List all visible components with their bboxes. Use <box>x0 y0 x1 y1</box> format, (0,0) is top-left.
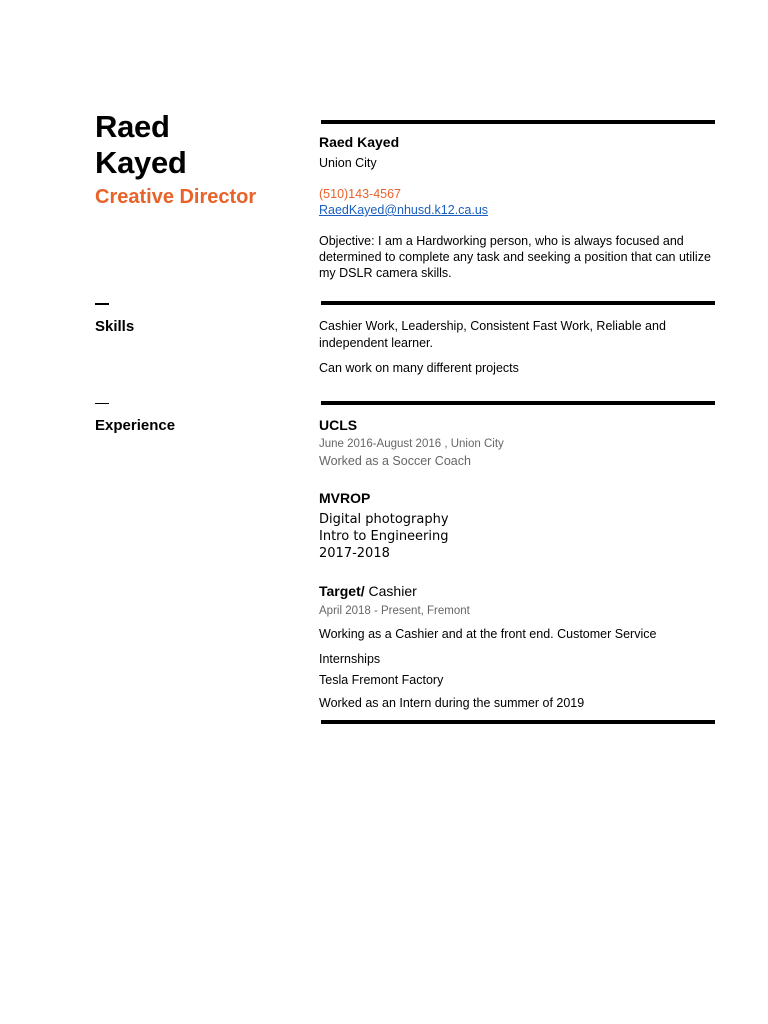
contact-email-link[interactable]: RaedKayed@nhusd.k12.ca.us <box>319 203 489 217</box>
job-org: MVROP <box>319 490 371 506</box>
contact-name: Raed Kayed <box>319 134 400 150</box>
objective-text: Objective: I am a Hardworking person, who is always focused and determined to complete any task and seeking a position that can utilize my DSLR camera skills. <box>319 234 711 280</box>
job-org: Target/ <box>319 583 365 599</box>
job-org-line <box>319 582 417 600</box>
resume-name: Raed Kayed <box>95 109 187 180</box>
experience-dash <box>95 403 109 404</box>
experience-extra: Worked as an Intern during the summer of 2019 <box>319 696 585 710</box>
skills-dash <box>95 303 109 305</box>
job-line: Digital photography <box>319 512 449 527</box>
job-dates: April 2018 - Present, Fremont <box>319 605 470 617</box>
job-line: 2017-2018 <box>319 546 390 561</box>
job-line: Intro to Engineering <box>319 529 449 544</box>
job-role: Cashier <box>364 583 417 599</box>
experience-extra: Internships <box>319 652 381 666</box>
job-desc: Worked as a Soccer Coach <box>319 454 471 468</box>
job-title: Creative Director <box>95 186 257 208</box>
section-rule <box>321 401 715 405</box>
contact-city: Union City <box>319 156 377 170</box>
experience-heading: Experience <box>95 417 176 434</box>
experience-extra: Tesla Fremont Factory <box>319 673 444 687</box>
skills-text-2: Can work on many different projects <box>319 361 519 375</box>
skills-heading: Skills <box>95 318 135 335</box>
section-rule <box>321 301 715 305</box>
contact-phone: (510)143-4567 <box>319 187 402 201</box>
job-org: UCLS <box>319 417 358 433</box>
section-rule <box>321 720 715 724</box>
job-dates: June 2016-August 2016 , Union City <box>319 438 504 450</box>
job-desc: Working as a Cashier and at the front end. Customer Service <box>319 627 657 641</box>
skills-text: Cashier Work, Leadership, Consistent Fast Work, Reliable and independent learner. <box>319 319 666 350</box>
section-rule <box>321 120 715 124</box>
